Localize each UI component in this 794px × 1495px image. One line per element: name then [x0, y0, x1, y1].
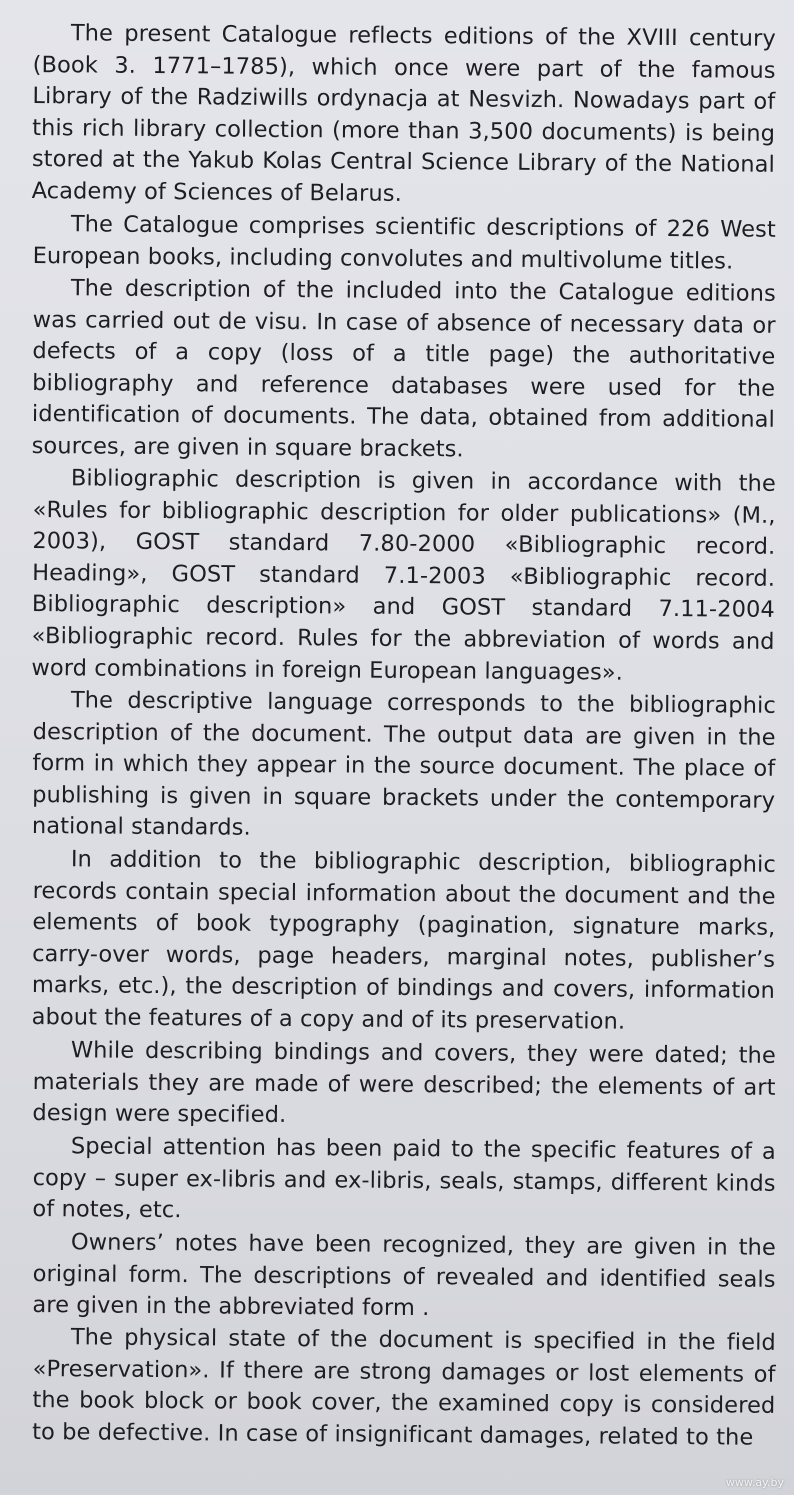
paragraph-special-information: In addition to the bibliographic description, bibliographic records contain special information about the document and the elements of book typography (pagination, signature marks, carry-over words, page headers, marginal notes, publisher’s marks, etc.), the description of bindings and covers, information about the features of a copy and of its preservation. — [31, 846, 776, 1036]
paragraph-preservation: The physical state of the document is specified in the field «Preservation». If there are strong damages or lost elements of the book block or book cover, the examined copy is considered to be defective. In case of insignificant damages, related to the — [32, 1324, 776, 1451]
paragraph-standards: Bibliographic description is given in accordance with the «Rules for bibliographic description for older publications» (M., 2003), GOST standard 7.80-2000 «Bibliographic record. Heading», GOST standard 7.1-2003 «Bibliographic record. Bibliographic description» and GOST standard 7.11-2004 «Bibliographic record. Rules for the abbreviation of words and word combinations in foreign European languages». — [31, 465, 776, 686]
paragraph-de-visu: The description of the included into the Catalogue editions was carried out de visu. In case of absence of necessary data or defects of a copy (loss of a title page) the authoritative bibliography and reference databases were used for the identification of documents. The data, obtained from additional sources, are given in square brackets. — [31, 275, 776, 463]
paragraph-bindings: While describing bindings and covers, they were dated; the materials they are made of were described; the elements of art design were specified. — [32, 1037, 776, 1129]
paragraph-intro: The present Catalogue reflects editions of the XVIII century (Book 3. 1771–1785), which once were part of the famous Library of the Radziwills ordynacja at Nesvizh. Nowadays part of this rich library collection (more than 3,500 documents) is being stored at the Yakub Kolas Central Science Library of the National Academy of Sciences of Belarus. — [31, 20, 776, 207]
paragraph-copy-features: Special attention has been paid to the specific features of a copy – super ex-libris and ex-libris, seals, stamps, different kinds of notes, etc. — [32, 1133, 776, 1224]
paragraph-descriptive-language: The descriptive language corresponds to the bibliographic description of the document. The output data are given in the form in which they appear in the source document. The place of publishing is given in square brackets under the contemporary national standards. — [31, 687, 776, 842]
paragraph-scope: The Catalogue comprises scientific descriptions of 226 West European books, including convolutes and multivolume titles. — [32, 210, 776, 274]
paragraph-owners-notes: Owners’ notes have been recognized, they are given in the original form. The descriptions of revealed and identified seals are given in the abbreviated form . — [32, 1228, 776, 1321]
site-watermark: www.ay.by — [725, 1476, 784, 1489]
